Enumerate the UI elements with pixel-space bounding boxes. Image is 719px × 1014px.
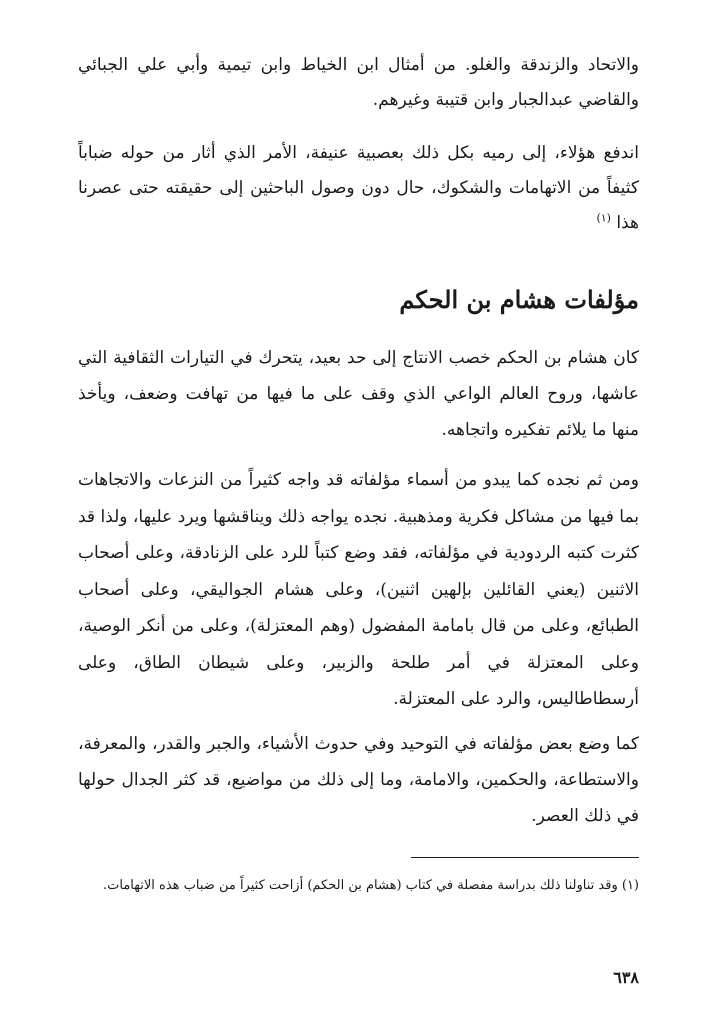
paragraph-5: كما وضع بعض مؤلفاته في التوحيد وفي حدوث الأشياء، والجبر والقدر، والمعرفة، والاستطاعة، والحكمين، والامامة، وما إلى ذلك من مواضيع، قد كثر الجدال حولها في ذلك العصر.: [78, 734, 639, 826]
footnote-reference: (١): [596, 211, 611, 225]
paragraph-3: كان هشام بن الحكم خصب الانتاج إلى حد بعيد، يتحرك في التيارات الثقافية التي عاشها، وروح العالم الواعي الذي وقف على ما فيها من تهافت وضعف، ويأخذ منها ما يلائم تفكيره واتجاهه.: [78, 348, 639, 440]
paragraph-1: والاتحاد والزندقة والغلو. من أمثال ابن الخياط وابن تيمية وأبي علي الجبائي والقاضي عبدالجبار وابن قتيبة وغيرهم.: [78, 55, 639, 110]
paragraph-4: ومن ثم نجده كما يبدو من أسماء مؤلفاته قد واجه كثيراً من النزعات والاتجاهات بما فيها من مشاكل فكرية ومذهبية. نجده يواجه ذلك ويناقشها ويرد عليها، ولذا قد كثرت كتبه الردودية في مؤلفاته، فقد وضع كتباً للرد على الزنادقة، وعلى أصحاب الاثنين (يعني القائلين بإلهين اثنين)، وعلى هشام الجواليقي، وعلى أصحاب الطبائع، وعلى من قال بامامة المفضول (وهم المعتزلة)، وعلى من أنكر الوصية، وعلى المعتزلة في أمر طلحة والزبير، وعلى شيطان الطاق، وعلى أرسطاطاليس، والرد على المعتزلة.: [78, 470, 639, 709]
page-number: ٦٣٨: [613, 968, 639, 987]
section-heading: مؤلفات هشام بن الحكم: [399, 285, 639, 314]
footnote: (١) وقد تناولنا ذلك بدراسة مفصلة في كتاب (هشام بن الحكم) أزاحت كثيراً من ضباب هذه الاتهامات.: [103, 878, 639, 893]
paragraph-2: [78, 136, 639, 241]
footnote-divider: [411, 857, 639, 858]
paragraph-2-text: اندفع هؤلاء، إلى رميه بكل ذلك بعصبية عنيفة، الأمر الذي أثار من حوله ضباباً كثيفاً من الاتهامات والشكوك، حال دون وصول الباحثين إلى حقيقته حتى عصرنا هذا: [78, 143, 639, 233]
